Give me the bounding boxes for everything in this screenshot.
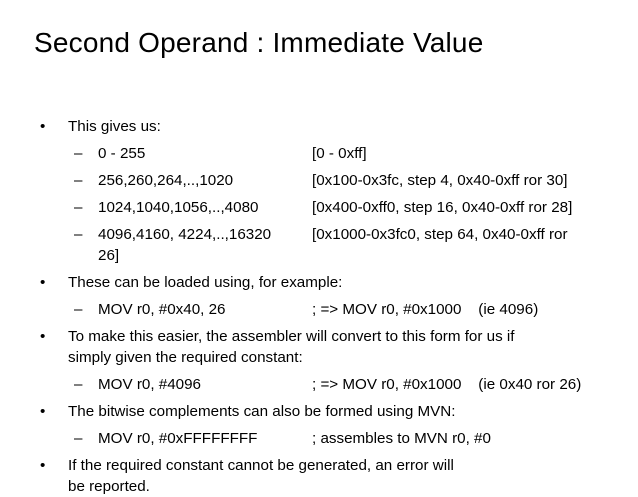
bullet-item	[40, 401, 610, 422]
range-encoding: [0 - 0xff]	[312, 145, 367, 162]
slide-body	[40, 116, 610, 497]
dash-marker: –	[74, 172, 83, 189]
bullet-text-continued: simply given the required constant:	[68, 349, 303, 366]
code-instruction: MOV r0, #0x40, 26	[98, 301, 226, 318]
bullet-item	[40, 455, 610, 497]
dash-marker: –	[74, 226, 83, 243]
bullet-text: This gives us:	[68, 118, 161, 135]
code-instruction: MOV r0, #4096	[98, 376, 201, 393]
bullet-text: To make this easier, the assembler will convert to this form for us if	[68, 328, 515, 345]
bullet-text: The bitwise complements can also be formed using MVN:	[68, 403, 456, 420]
dash-marker: –	[74, 145, 83, 162]
range-encoding-continued: 26]	[98, 247, 120, 264]
code-comment: ; assembles to MVN r0, #0	[312, 430, 491, 447]
bullet-marker: •	[40, 328, 46, 345]
range-encoding: [0x400-0xff0, step 16, 0x40-0xff ror 28]	[312, 199, 573, 216]
range-values: 4096,4160, 4224,..,16320	[98, 226, 272, 243]
sub-bullet-item	[40, 143, 610, 164]
bullet-text-continued: be reported.	[68, 478, 150, 495]
dash-marker: –	[74, 301, 83, 318]
bullet-item	[40, 326, 610, 368]
bullet-marker: •	[40, 403, 46, 420]
sub-bullet-item	[40, 224, 610, 266]
range-values: 256,260,264,..,1020	[98, 172, 234, 189]
sub-bullet-item	[40, 197, 610, 218]
range-encoding: [0x100-0x3fc, step 4, 0x40-0xff ror 30]	[312, 172, 568, 189]
slide-title: Second Operand : Immediate Value	[34, 27, 484, 58]
bullet-item	[40, 272, 610, 293]
sub-bullet-item	[40, 299, 610, 320]
bullet-marker: •	[40, 118, 46, 135]
code-comment: ; => MOV r0, #0x1000 (ie 4096)	[312, 301, 539, 318]
bullet-text: If the required constant cannot be generated, an error will	[68, 457, 454, 474]
range-encoding: [0x1000-0x3fc0, step 64, 0x40-0xff ror	[312, 226, 568, 243]
sub-bullet-item	[40, 374, 610, 395]
code-instruction: MOV r0, #0xFFFFFFFF	[98, 430, 258, 447]
bullet-item	[40, 116, 610, 137]
dash-marker: –	[74, 199, 83, 216]
bullet-text: These can be loaded using, for example:	[68, 274, 343, 291]
sub-bullet-item	[40, 170, 610, 191]
dash-marker: –	[74, 430, 83, 447]
range-values: 1024,1040,1056,..,4080	[98, 199, 259, 216]
range-values: 0 - 255	[98, 145, 146, 162]
dash-marker: –	[74, 376, 83, 393]
code-comment: ; => MOV r0, #0x1000 (ie 0x40 ror 26)	[312, 376, 582, 393]
bullet-marker: •	[40, 457, 46, 474]
bullet-marker: •	[40, 274, 46, 291]
sub-bullet-item	[40, 428, 610, 449]
